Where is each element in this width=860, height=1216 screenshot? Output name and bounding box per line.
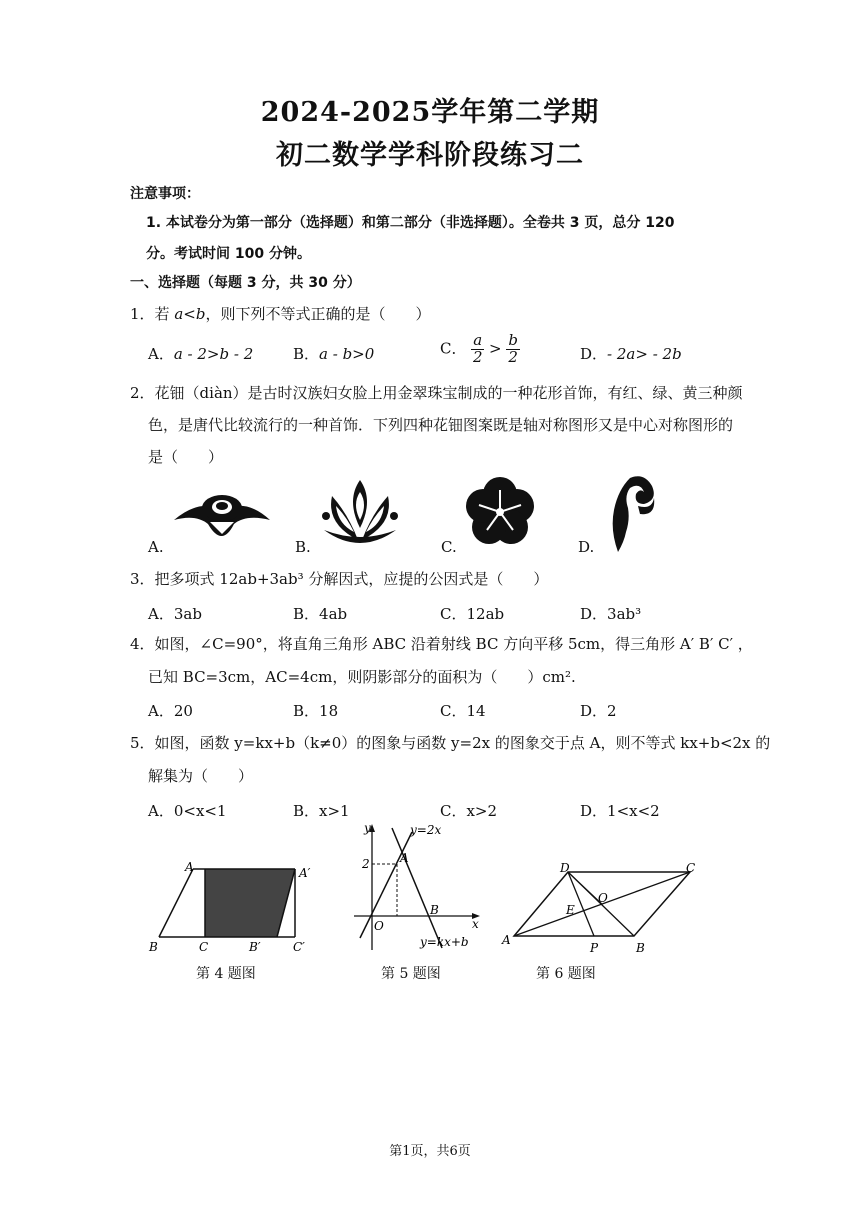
page-footer: 第1页，共6页 <box>389 1144 471 1159</box>
shaded-region <box>205 869 295 937</box>
q1-option-d: D．- 2a> - 2b <box>580 345 682 363</box>
q2-option-b: B. <box>295 538 311 556</box>
notice-line2: 分。考试时间 100 分钟。 <box>146 246 311 262</box>
figure-5-caption: 第 5 题图 <box>381 966 441 982</box>
question-1: 1．若 a<b，则下列不等式正确的是（ ） <box>130 305 431 323</box>
fig6-label-o: O <box>598 891 608 905</box>
fig6-label-p: P <box>590 941 599 955</box>
fig6-label-c: C <box>686 861 696 875</box>
figure-4-caption: 第 4 题图 <box>196 966 256 982</box>
fig6-label-a: A <box>502 933 511 947</box>
q5-option-a: A．0<x<1 <box>148 802 227 820</box>
figure-a-icon <box>174 495 270 536</box>
figure-c-icon <box>466 477 534 544</box>
exam-title-line2: 初二数学学科阶段练习二 <box>276 140 584 171</box>
q2-option-d: D. <box>578 538 595 556</box>
q5-option-d: D．1<x<2 <box>580 802 660 820</box>
figure-4 <box>145 855 325 955</box>
notice-line1: 1. 本试卷分为第一部分（选择题）和第二部分（非选择题）。全卷共 3 页，总分 120 <box>146 215 675 231</box>
fig5-label-x: x <box>472 917 479 931</box>
exam-title-line1: 2024-2025学年第二学期 <box>260 97 600 128</box>
q3-option-b: B．4ab <box>293 605 348 623</box>
figure-6-caption: 第 6 题图 <box>536 966 596 982</box>
fig4-label-a2: A′ <box>299 866 311 880</box>
q2-option-a: A. <box>148 538 164 556</box>
figure-6 <box>500 858 710 958</box>
fig6-label-d: D <box>560 861 570 875</box>
question-2-line1: 2．花钿（diàn）是古时汉族妇女脸上用金翠珠宝制成的一种花形首饰，有红、绿、黄三种颜 <box>130 384 743 402</box>
fig4-label-b: B <box>149 940 158 954</box>
q4-option-c: C．14 <box>440 702 486 720</box>
fig5-label-a: A <box>400 851 409 865</box>
figure-5 <box>350 820 490 960</box>
question-2-line3: 是（ ） <box>148 448 224 466</box>
fig5-label-o: O <box>374 919 384 933</box>
fig5-label-line1: y=2x <box>410 823 442 837</box>
fig4-label-b2: B′ <box>249 940 261 954</box>
section-heading: 一、选择题（每题 3 分，共 30 分） <box>130 275 361 291</box>
q3-option-a: A．3ab <box>148 605 202 623</box>
question-3: 3．把多项式 12ab+3ab³ 分解因式，应提的公因式是（ ） <box>130 570 549 588</box>
fig6-label-e: E <box>566 903 575 917</box>
fig5-label-b: B <box>430 903 439 917</box>
question-4-line2: 已知 BC=3cm，AC=4cm，则阴影部分的面积为（ ）cm². <box>148 668 576 686</box>
fig4-label-c: C <box>199 940 209 954</box>
question-5-line1: 5．如图，函数 y=kx+b（k≠0）的图象与函数 y=2x 的图象交于点 A，则不等式 kx+b<2x 的 <box>130 734 771 752</box>
q4-option-b: B．18 <box>293 702 339 720</box>
fig6-label-b: B <box>636 941 645 955</box>
figure-b-icon <box>322 480 398 543</box>
q5-option-b: B．x>1 <box>293 802 350 820</box>
q3-option-d: D．3ab³ <box>580 605 642 623</box>
q3-option-c: C．12ab <box>440 605 505 623</box>
question-2-line2: 色，是唐代比较流行的一种首饰．下列四种花钿图案既是轴对称图形又是中心对称图形的 <box>148 416 734 434</box>
figure-d-icon <box>613 476 655 552</box>
fig5-label-line2: y=kx+b <box>420 935 469 949</box>
q1-option-c: C． $\frac{a}{2}$ > $\frac{b}{2}$ <box>440 331 518 366</box>
question-5-line2: 解集为（ ） <box>148 767 254 785</box>
q5-option-c: C．x>2 <box>440 802 498 820</box>
q1-option-a: A．a - 2>b - 2 <box>148 345 254 363</box>
fig4-label-c2: C′ <box>293 940 305 954</box>
q4-option-a: A．20 <box>148 702 193 720</box>
notice-heading: 注意事项： <box>130 186 200 202</box>
fig4-label-a: A <box>185 860 194 874</box>
question-4-line1: 4．如图，∠C=90°，将直角三角形 ABC 沿着射线 BC 方向平移 5cm，得三角形 A′ B′ C′ ， <box>130 635 753 653</box>
fig5-label-y: y <box>364 821 371 835</box>
q1-option-b: B．a - b>0 <box>293 345 375 363</box>
q4-option-d: D．2 <box>580 702 617 720</box>
q2-option-c: C. <box>441 538 457 556</box>
fig5-label-2: 2 <box>362 857 370 871</box>
q2-figures <box>160 470 780 560</box>
